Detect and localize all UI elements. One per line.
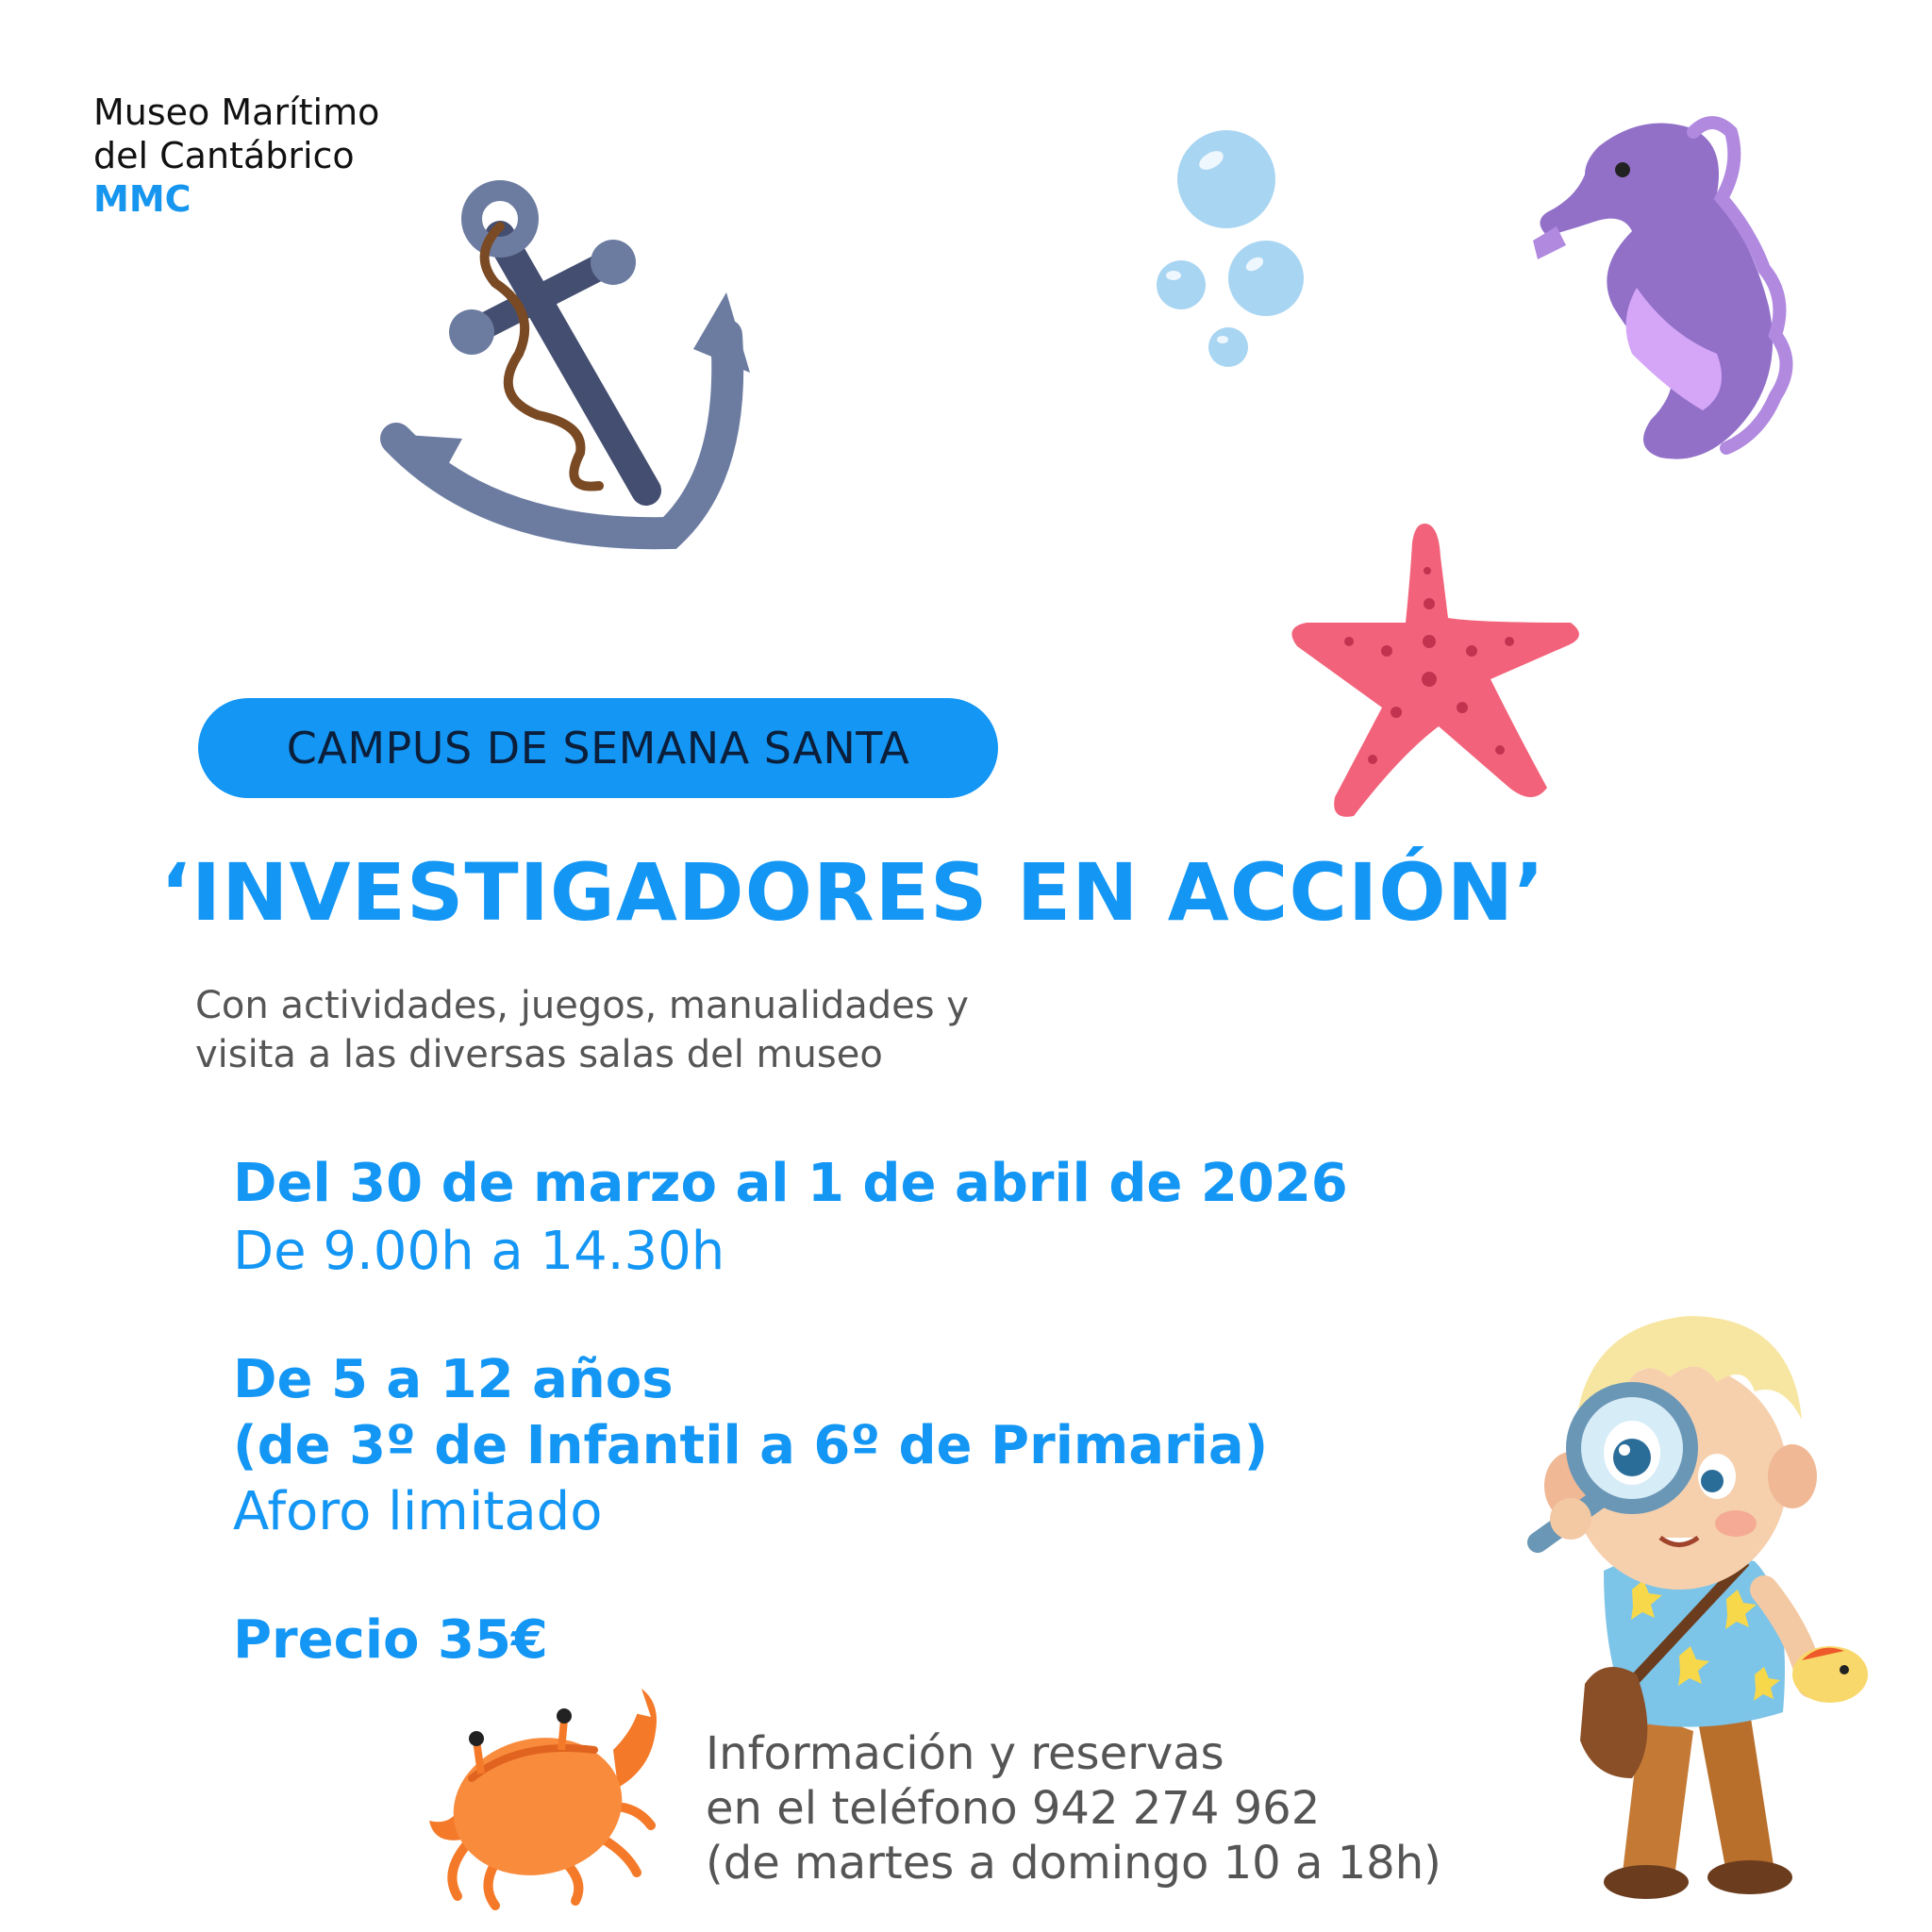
subtitle-line-2: visita a las diversas salas del museo — [195, 1033, 883, 1076]
event-hours: De 9.00h a 14.30h — [233, 1221, 725, 1282]
crab-icon — [425, 1684, 670, 1910]
child-explorer-illustration — [1519, 1288, 1924, 1910]
age-range: De 5 a 12 años — [233, 1349, 674, 1410]
logo-acronym: MMC — [93, 178, 192, 220]
logo-line-1: Museo Marítimo — [93, 92, 380, 133]
contact-line-3: (de martes a domingo 10 a 18h) — [706, 1837, 1441, 1890]
campus-badge-label: CAMPUS DE SEMANA SANTA — [286, 723, 910, 774]
subtitle-line-1: Con actividades, juegos, manualidades y — [195, 984, 969, 1027]
bubbles-icon — [1153, 123, 1323, 377]
seahorse-icon — [1528, 108, 1802, 486]
price: Precio 35€ — [233, 1609, 548, 1671]
logo-line-2: del Cantábrico — [93, 135, 355, 176]
school-levels: (de 3º de Infantil a 6º de Primaria) — [233, 1415, 1269, 1476]
contact-line-2: en el teléfono 942 274 962 — [706, 1782, 1321, 1835]
capacity-note: Aforo limitado — [233, 1481, 603, 1542]
anchor-icon — [377, 170, 774, 557]
subtitle — [195, 981, 969, 1079]
museum-logo — [93, 91, 379, 221]
campus-badge — [198, 698, 998, 798]
contact-line-1: Información y reservas — [706, 1727, 1224, 1780]
contact-info — [706, 1726, 1441, 1890]
starfish-icon — [1278, 519, 1590, 830]
page-title: ‘INVESTIGADORES EN ACCIÓN’ — [160, 846, 1545, 939]
event-dates: Del 30 de marzo al 1 de abril de 2026 — [233, 1153, 1348, 1214]
